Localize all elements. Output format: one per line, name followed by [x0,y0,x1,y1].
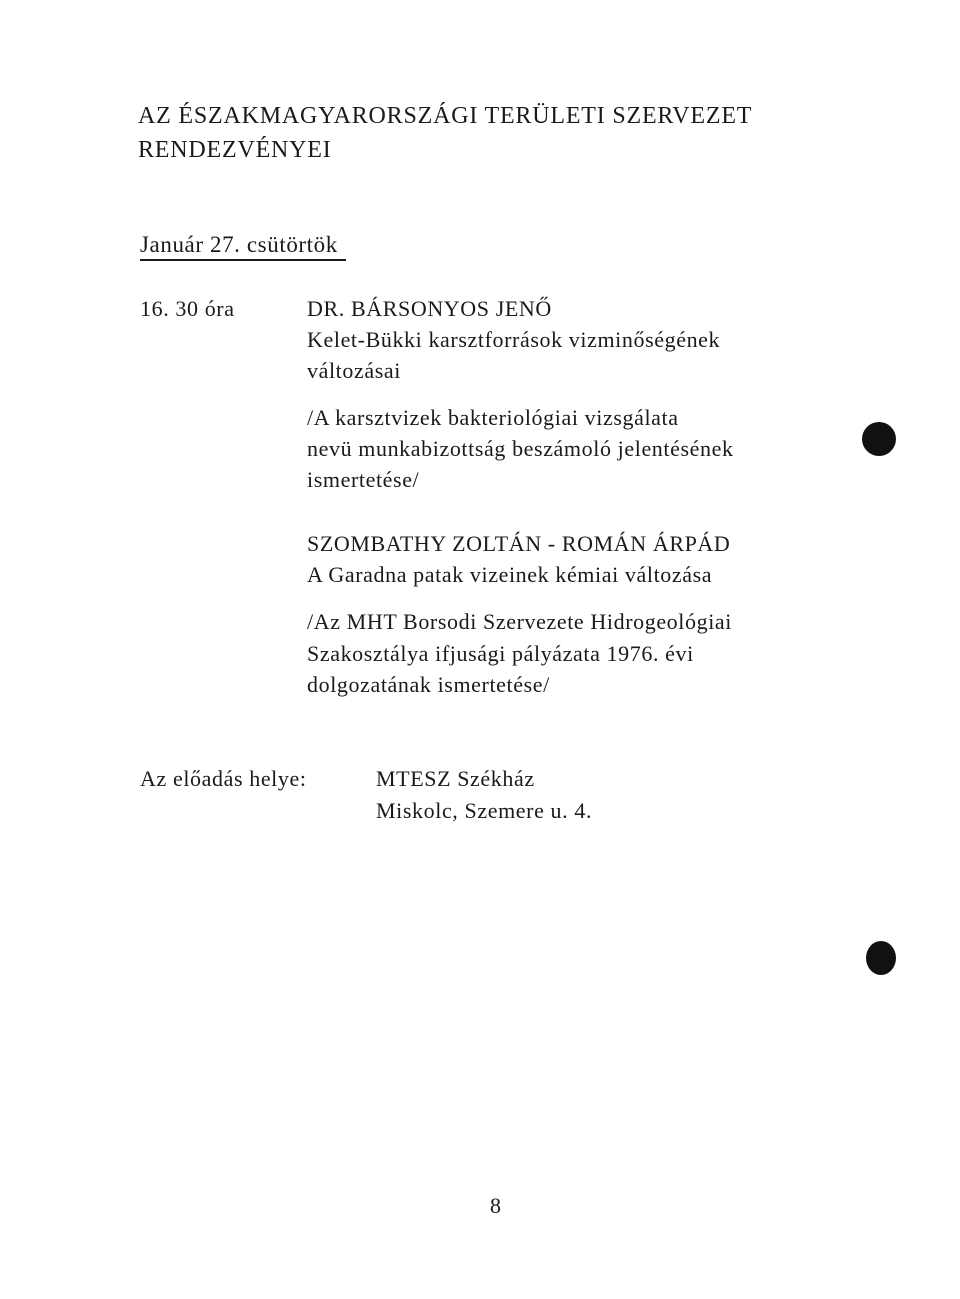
heading-line-2: RENDEZVÉNYEI [138,137,332,163]
talk2-note-line-3: dolgozatának ismertetése/ [307,672,550,697]
punch-hole-mark-icon [866,941,896,975]
event-date: Január 27. csütörtök [140,232,346,261]
talk2-speaker: SZOMBATHY ZOLTÁN - ROMÁN ÁRPÁD [307,531,731,556]
talk1-note-line-2: nevü munkabizottság beszámoló jelentésének [307,436,734,461]
talk1-title-line-1: Kelet-Bükki karsztforrások vizminőségének [307,327,721,352]
talk1-speaker: DR. BÁRSONYOS JENŐ [307,296,552,321]
heading-line-1: AZ ÉSZAKMAGYARORSZÁGI TERÜLETI SZERVEZET [138,103,753,129]
punch-hole-mark-icon [862,422,896,456]
talk1-note-line-3: ismertetése/ [307,467,420,492]
talk2-note-line-2: Szakosztálya ifjusági pályázata 1976. évi [307,641,694,666]
event-time: 16. 30 óra [140,296,235,321]
talk2-title-line-1: A Garadna patak vizeinek kémiai változása [307,562,713,587]
talk1-note-line-1: /A karsztvizek bakteriológiai vizsgálata [307,405,679,430]
talk2-note-line-1: /Az MHT Borsodi Szervezete Hidrogeológiai [307,609,732,634]
talk1-title-line-2: változásai [307,358,401,383]
venue-line-2: Miskolc, Szemere u. 4. [376,798,593,823]
venue-label: Az előadás helye: [140,766,307,791]
venue-line-1: MTESZ Székház [376,766,535,791]
page-number: 8 [490,1193,502,1218]
